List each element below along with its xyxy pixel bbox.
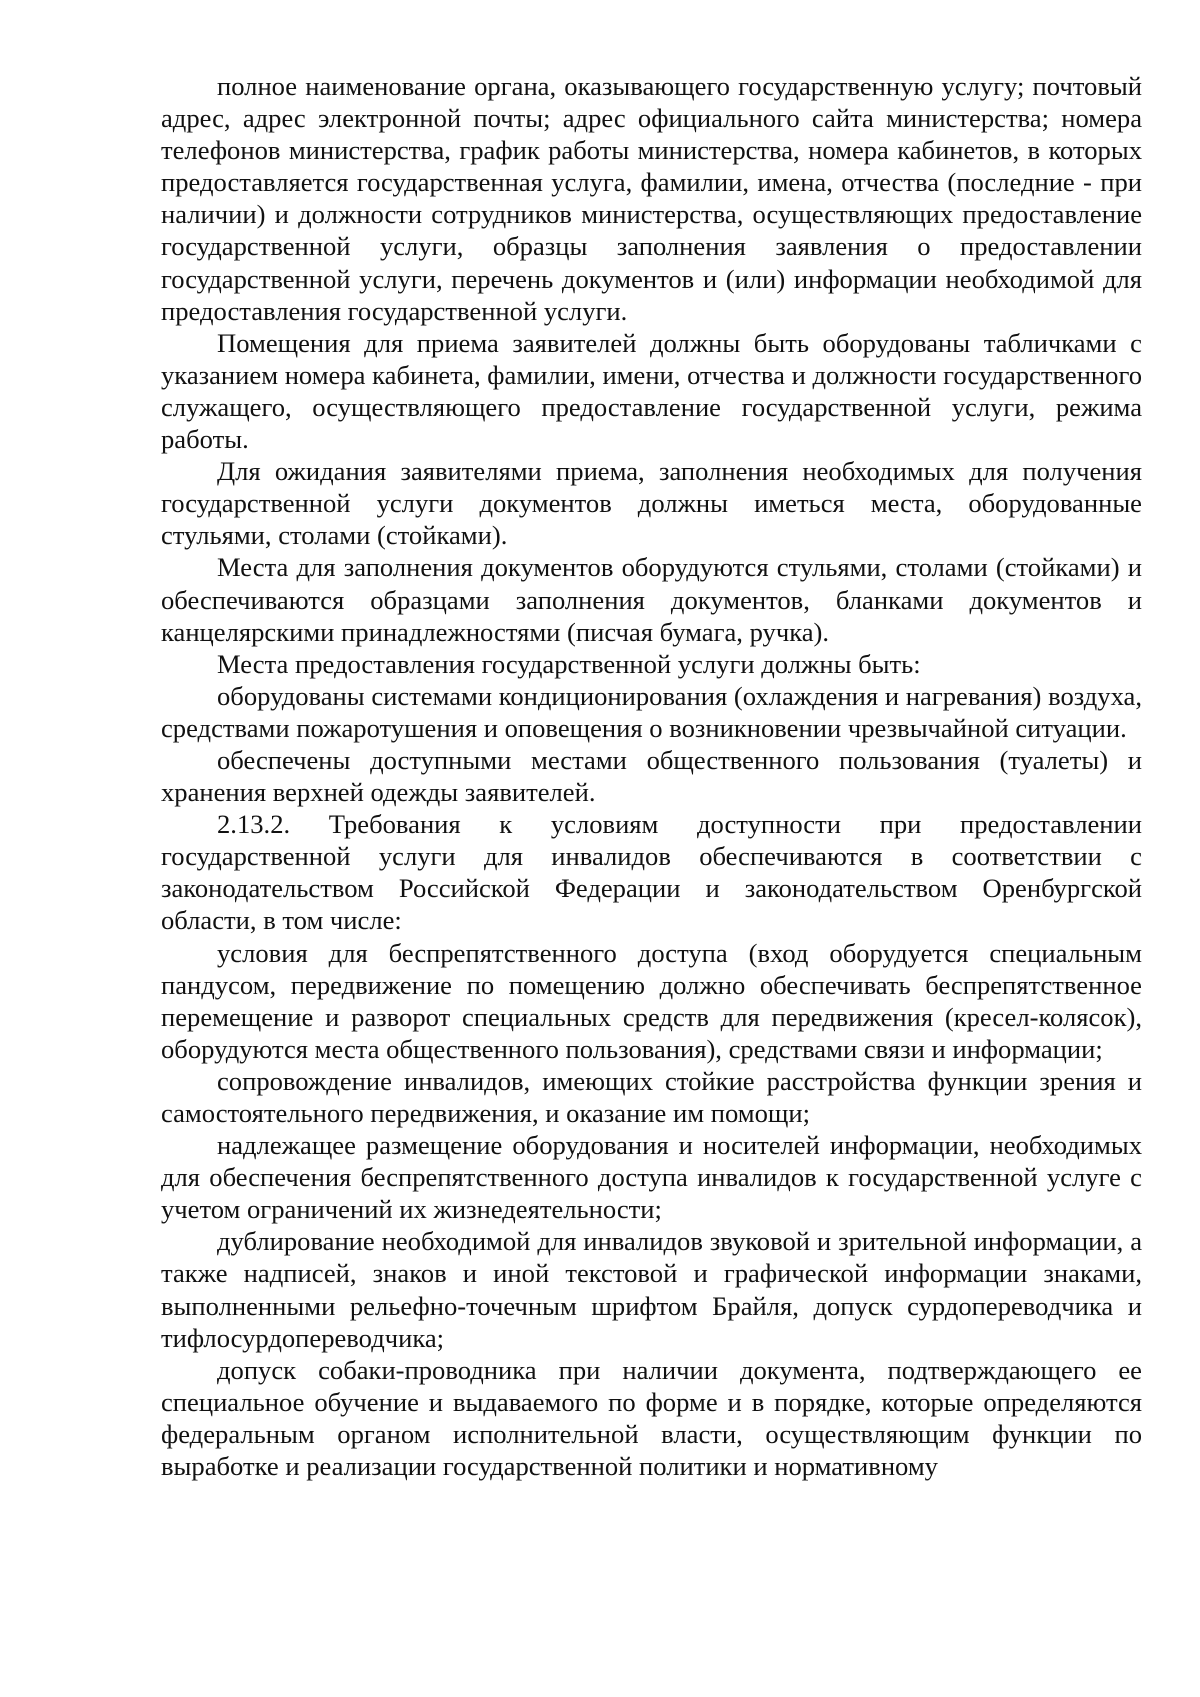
- paragraph-service-places: Места предоставления государственной услуги должны быть:: [217, 648, 921, 679]
- document-body: [161, 70, 1142, 1482]
- paragraph-form-filling-places: Места для заполнения документов оборудуются стульями, столами (стойками) и обеспечиваются образцами заполнения документов, бланками документов и канцелярскими принадлежностями (писчая бумага, ручка).: [161, 552, 1142, 647]
- paragraph-access-conditions: условия для беспрепятственного доступа (вход оборудуется специальным пандусом, передвижение по помещению должно обеспечивать беспрепятственное перемещение и разворот специальных средств для передвижения (кресел-колясок), оборудуются места общественного пользования), средствами связи и информации;: [161, 937, 1142, 1064]
- paragraph-equipment-placement: надлежащее размещение оборудования и носителей информации, необходимых для обеспечения беспрепятственного доступа инвалидов к государственной услуге с учетом ограничений их жизнедеятельности;: [161, 1130, 1142, 1225]
- paragraph-equipment: оборудованы системами кондиционирования (охлаждения и нагревания) воздуха, средствами пожаротушения и оповещения о возникновении чрезвычайной ситуации.: [161, 680, 1142, 743]
- paragraph-section-2-13-2: 2.13.2. Требования к условиям доступности при предоставлении государственной услуги для инвалидов обеспечиваются в соответствии с законодательством Российской Федерации и законодательством Оренбургской области, в том числе:: [161, 809, 1142, 936]
- paragraph-office-info: полное наименование органа, оказывающего государственную услугу; почтовый адрес, адрес электронной почты; адрес официального сайта министерства; номера телефонов министерства, график работы министерства, номера кабинетов, в которых предоставляется государственная услуга, фамилии, имена, отчества (последние - при наличии) и должности сотрудников министерства, осуществляющих предоставление государственной услуги, образцы заполнения заявления о предоставлении государственной услуги, перечень документов и (или) информации необходимой для предоставления государственной услуги.: [161, 71, 1142, 326]
- paragraph-braille-duplication: дублирование необходимой для инвалидов звуковой и зрительной информации, а также надписей, знаков и иной текстовой и графической информации знаками, выполненными рельефно-точечным шрифтом Брайля, допуск сурдопереводчика и тифлосурдопереводчика;: [161, 1226, 1142, 1353]
- paragraph-guide-dog: допуск собаки-проводника при наличии документа, подтверждающего ее специальное обучение и выдаваемого по форме и в порядке, которые определяются федеральным органом исполнительной власти, осуществляющим функции по выработке и реализации государственной политики и нормативному: [161, 1354, 1142, 1482]
- paragraph-public-facilities: обеспечены доступными местами общественного пользования (туалеты) и хранения верхней одежды заявителей.: [161, 744, 1142, 808]
- paragraph-escort: сопровождение инвалидов, имеющих стойкие расстройства функции зрения и самостоятельного передвижения, и оказание им помощи;: [161, 1065, 1142, 1128]
- paragraph-waiting-areas: Для ожидания заявителями приема, заполнения необходимых для получения государственной услуги документов должны иметься места, оборудованные стульями, столами (стойками).: [161, 456, 1142, 551]
- paragraph-reception-rooms: Помещения для приема заявителей должны быть оборудованы табличками с указанием номера кабинета, фамилии, имени, отчества и должности государственного служащего, осуществляющего предоставление государственной услуги, режима работы.: [161, 327, 1142, 455]
